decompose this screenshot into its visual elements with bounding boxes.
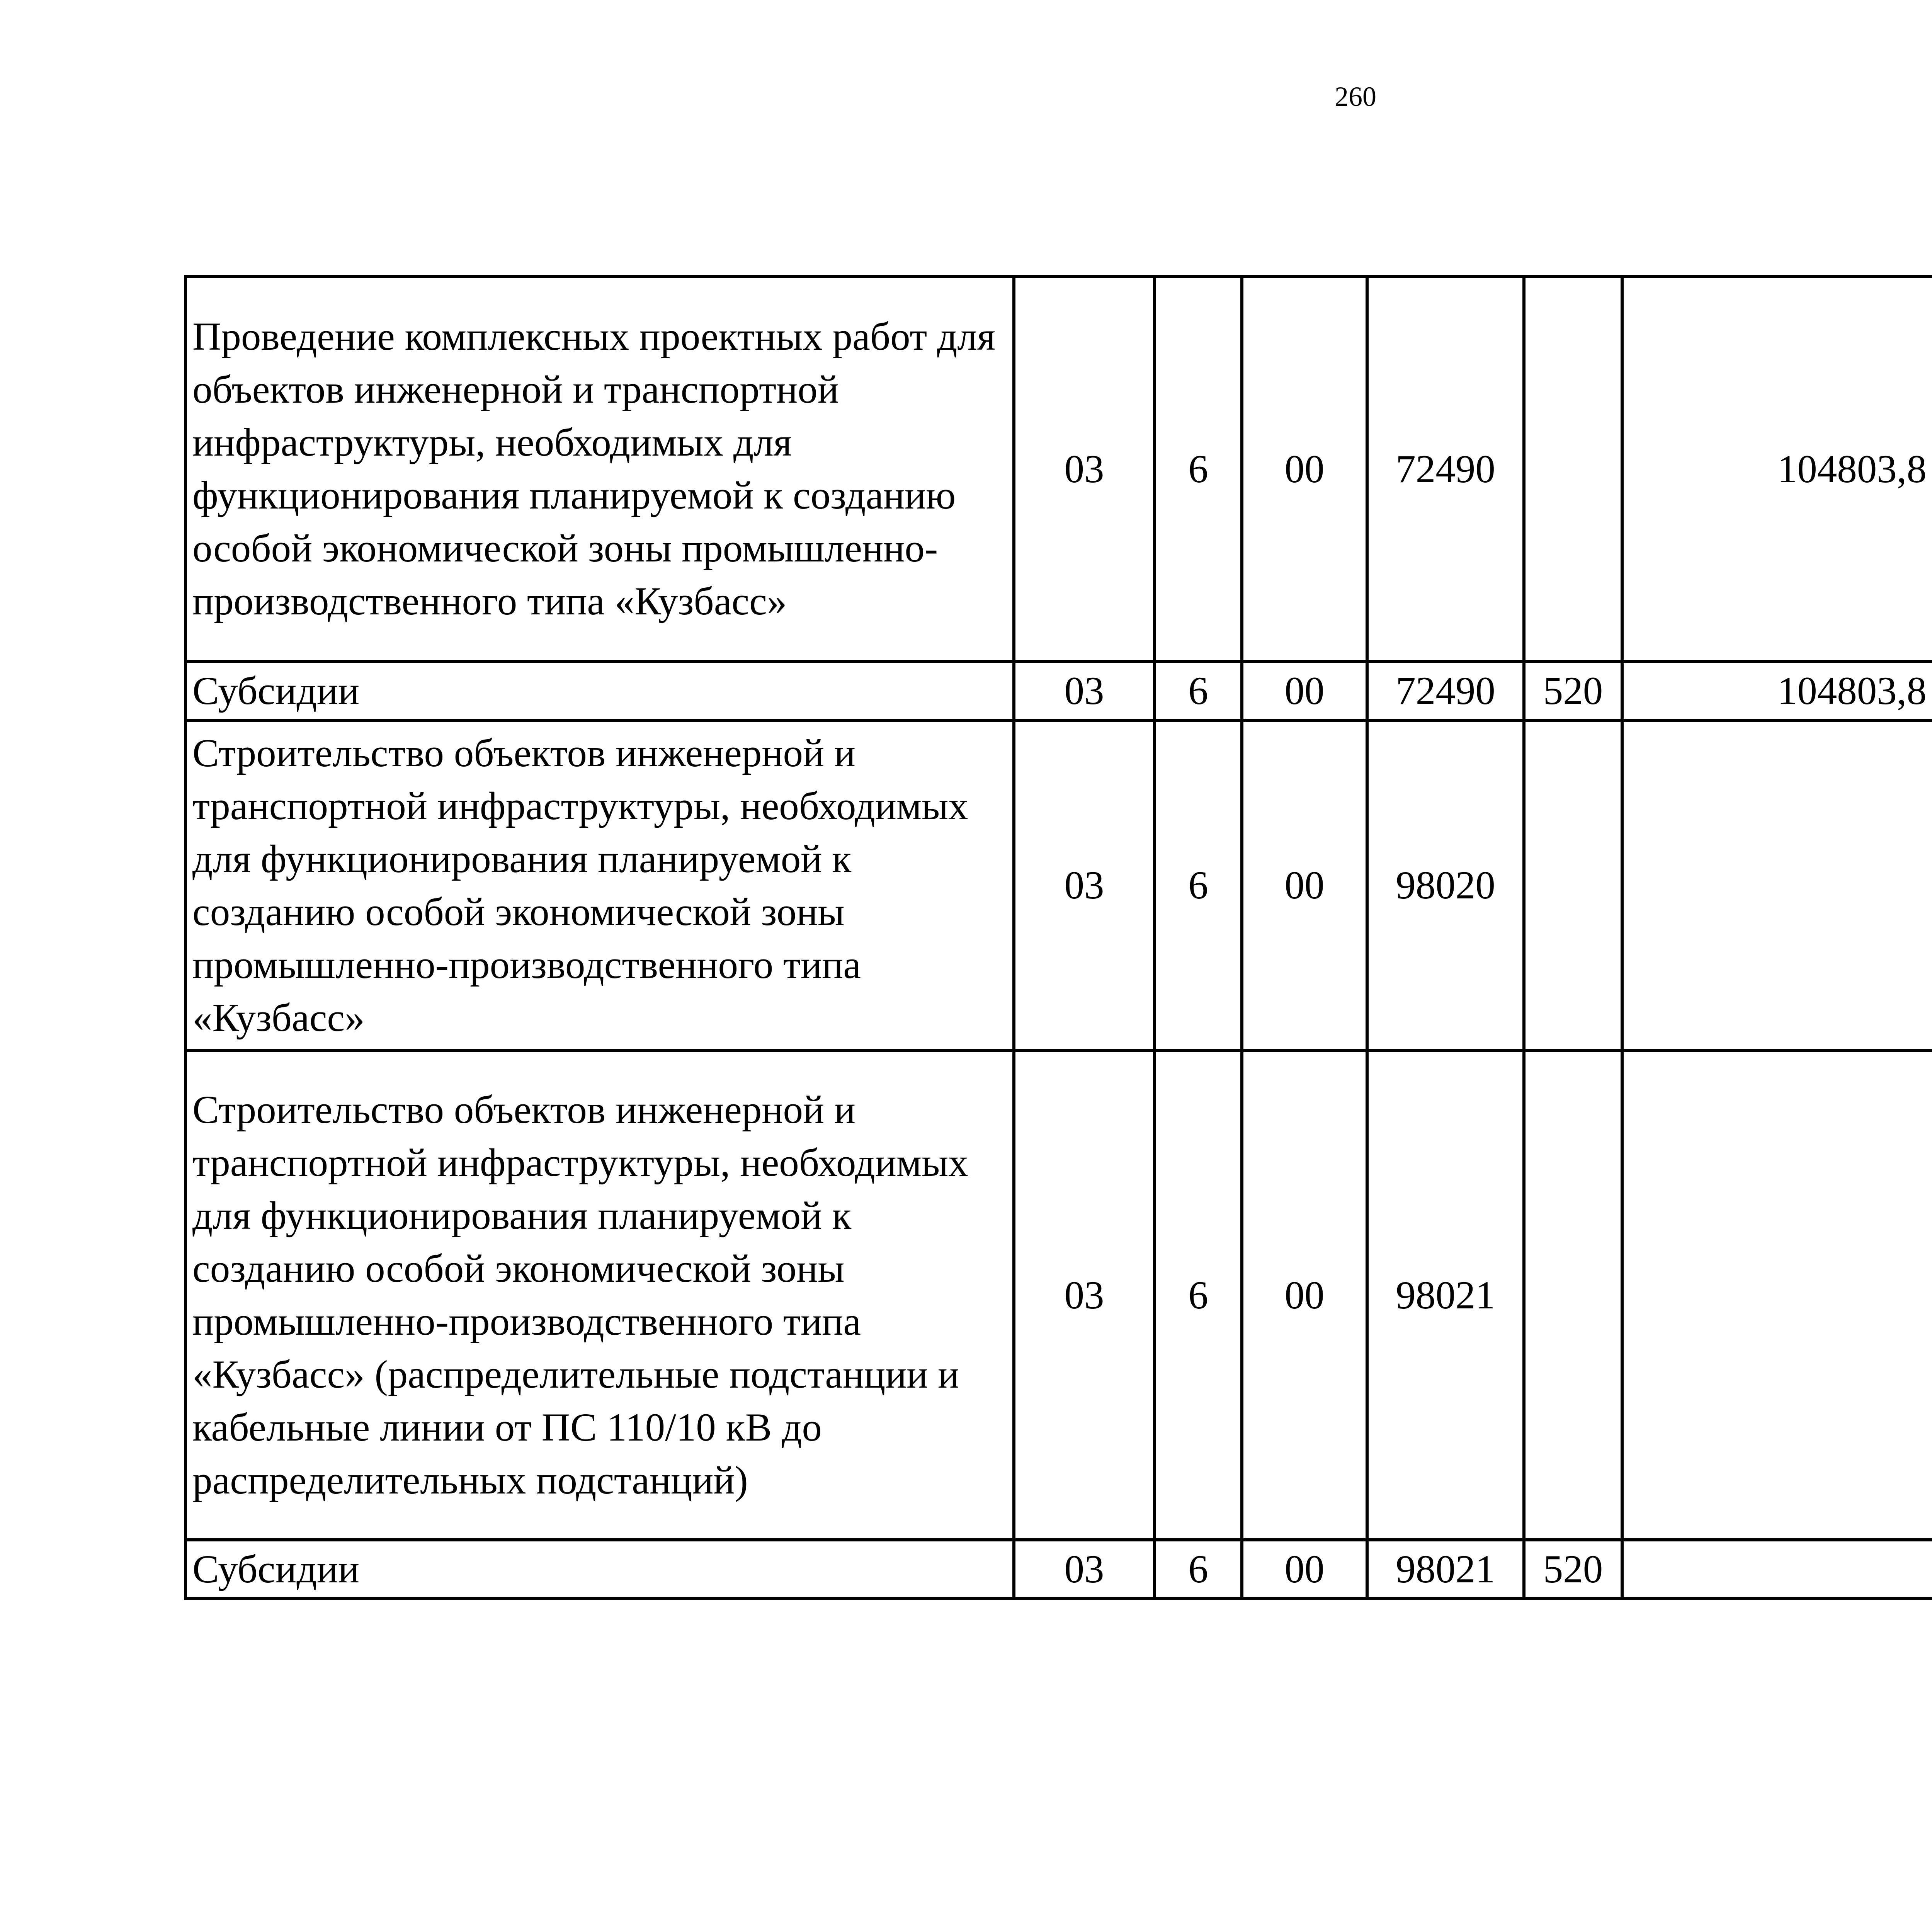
- amount-1: [1622, 1540, 1932, 1599]
- budget-table: [184, 275, 1932, 1600]
- section-code: 03: [1014, 1540, 1155, 1599]
- page-number: 260: [1335, 81, 1376, 112]
- table-row: [185, 277, 1932, 662]
- amount-1: 104803,8: [1622, 277, 1932, 662]
- amount-1: [1622, 720, 1932, 1051]
- section-code: 03: [1014, 662, 1155, 720]
- section-code: 03: [1014, 720, 1155, 1051]
- direction-code: 98020: [1367, 720, 1524, 1051]
- subsection-code: 6: [1155, 720, 1242, 1051]
- expense-type-code: [1524, 277, 1622, 662]
- program-code: 00: [1242, 1051, 1367, 1540]
- direction-code: 72490: [1367, 662, 1524, 720]
- section-code: 03: [1014, 277, 1155, 662]
- amount-1: [1622, 1051, 1932, 1540]
- direction-code: 98021: [1367, 1540, 1524, 1599]
- amount-1: 104803,8: [1622, 662, 1932, 720]
- expense-type-code: [1524, 720, 1622, 1051]
- expense-type-code: 520: [1524, 1540, 1622, 1599]
- expense-type-code: 520: [1524, 662, 1622, 720]
- row-name: Проведение комплексных проектных работ для объектов инженерной и транспортной инфраструктуры, необходимых для функционирования планируемой к созданию особой экономической зоны промышленно-производственного типа «Кузбасс»: [185, 277, 1014, 662]
- program-code: 00: [1242, 720, 1367, 1051]
- program-code: 00: [1242, 662, 1367, 720]
- table-row: [185, 662, 1932, 720]
- subsection-code: 6: [1155, 277, 1242, 662]
- direction-code: 98021: [1367, 1051, 1524, 1540]
- program-code: 00: [1242, 1540, 1367, 1599]
- subsection-code: 6: [1155, 1540, 1242, 1599]
- subsection-code: 6: [1155, 1051, 1242, 1540]
- direction-code: 72490: [1367, 277, 1524, 662]
- row-name: Субсидии: [185, 1540, 1014, 1599]
- table-row: [185, 1051, 1932, 1540]
- table-row: [185, 1540, 1932, 1599]
- subsection-code: 6: [1155, 662, 1242, 720]
- program-code: 00: [1242, 277, 1367, 662]
- row-name: Субсидии: [185, 662, 1014, 720]
- expense-type-code: [1524, 1051, 1622, 1540]
- section-code: 03: [1014, 1051, 1155, 1540]
- table-row: [185, 720, 1932, 1051]
- row-name: Строительство объектов инженерной и транспортной инфраструктуры, необходимых для функционирования планируемой к созданию особой экономической зоны промышленно-производственного типа «Кузбасс»: [185, 720, 1014, 1051]
- row-name: Строительство объектов инженерной и транспортной инфраструктуры, необходимых для функционирования планируемой к созданию особой экономической зоны промышленно-производственного типа «Кузбасс» (распределительные подстанции и кабельные линии от ПС 110/10 кВ до распределительных подстанций): [185, 1051, 1014, 1540]
